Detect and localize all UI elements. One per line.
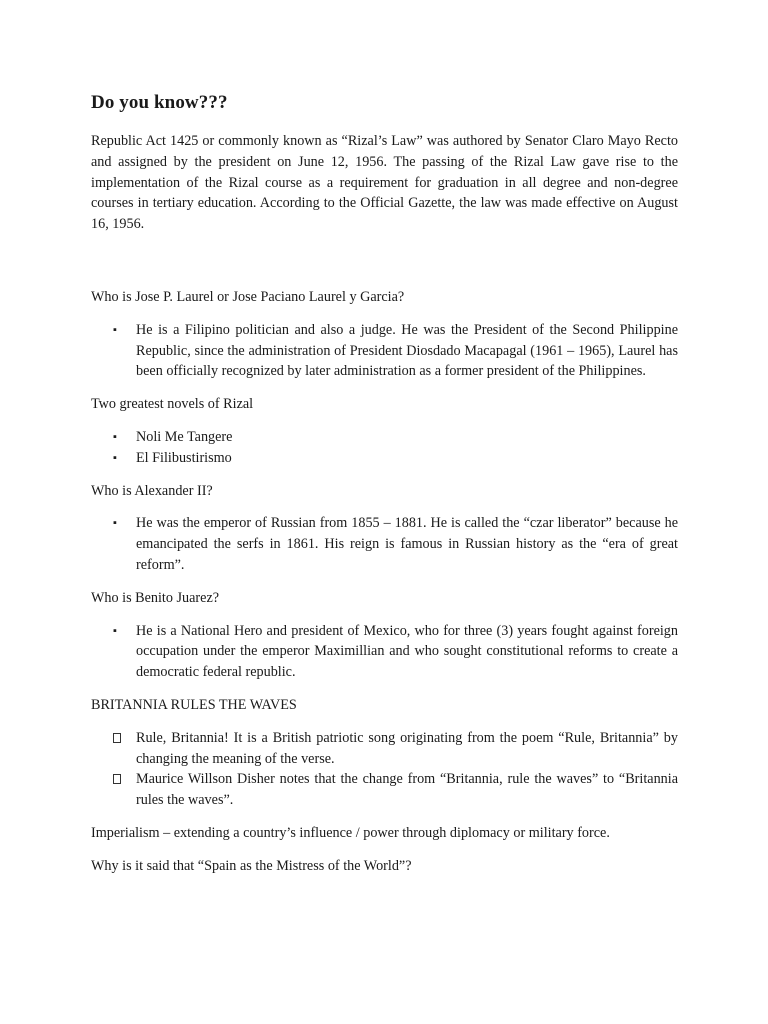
list-item: ▪ He was the emperor of Russian from 1855 – 1881. He is called the “czar liberator” because he emancipated the serfs in 1861. His reign is famous in Russian history as the “era of great reform”. (113, 515, 678, 573)
intro-paragraph: Republic Act 1425 or commonly known as “Rizal’s Law” was authored by Senator Claro Mayo Recto and assigned by the president on June 12, 1956. The passing of the Rizal Law gave rise to the implementation of the Rizal course as a requirement for graduation in all degree and non-degree courses in tertiary education. According to the Official Gazette, the law was made effective on August 16, 1956. (91, 133, 678, 233)
question-alexander: Who is Alexander II? (91, 482, 213, 499)
question-spain: Why is it said that “Spain as the Mistress of the World”? (91, 857, 412, 874)
novels-list (91, 427, 678, 469)
missing-glyph-box-icon (113, 774, 121, 784)
heading-britannia: BRITANNIA RULES THE WAVES (91, 696, 297, 713)
britannia-list (91, 728, 678, 811)
list-item: Maurice Willson Disher notes that the change from “Britannia, rule the waves” to “Britannia rules the waves”. (91, 769, 678, 811)
bullet-icon: ▪ (113, 451, 117, 464)
list-item: Rule, Britannia! It is a British patriotic song originating from the poem “Rule, Britannia” by changing the meaning of the verse. (91, 728, 678, 770)
list-item: ▪ Noli Me Tangere (91, 427, 678, 448)
question-laurel: Who is Jose P. Laurel or Jose Paciano Laurel y Garcia? (91, 288, 405, 305)
bullet-icon: ▪ (113, 323, 117, 336)
juarez-list (91, 621, 678, 683)
bullet-icon: ▪ (113, 624, 117, 637)
document-title: Do you know??? (91, 92, 228, 113)
missing-glyph-box-icon (113, 733, 121, 743)
heading-rizal-novels: Two greatest novels of Rizal (91, 396, 254, 413)
bullet-icon: ▪ (113, 517, 117, 530)
list-item: ▪ He is a National Hero and president of Mexico, who for three (3) years fought against foreign occupation under the emperor Maximillian and who sought constitutional reforms to create a democratic federal republic. (113, 622, 678, 681)
list-item: ▪ El Filibustirismo (91, 448, 678, 469)
imperialism-definition: Imperialism – extending a country’s influence / power through diplomacy or military force. (91, 824, 610, 841)
bullet-icon: ▪ (113, 430, 117, 443)
laurel-list (91, 320, 678, 382)
question-juarez: Who is Benito Juarez? (91, 589, 220, 606)
list-item: ▪ He is a Filipino politician and also a judge. He was the President of the Second Philippine Republic, since the administration of President Diosdado Macapagal (1961 – 1965), Laurel has been officially recognized by later administration as a former president of the Philippines. (113, 321, 678, 380)
document-page (91, 92, 678, 889)
alexander-list (91, 513, 678, 575)
